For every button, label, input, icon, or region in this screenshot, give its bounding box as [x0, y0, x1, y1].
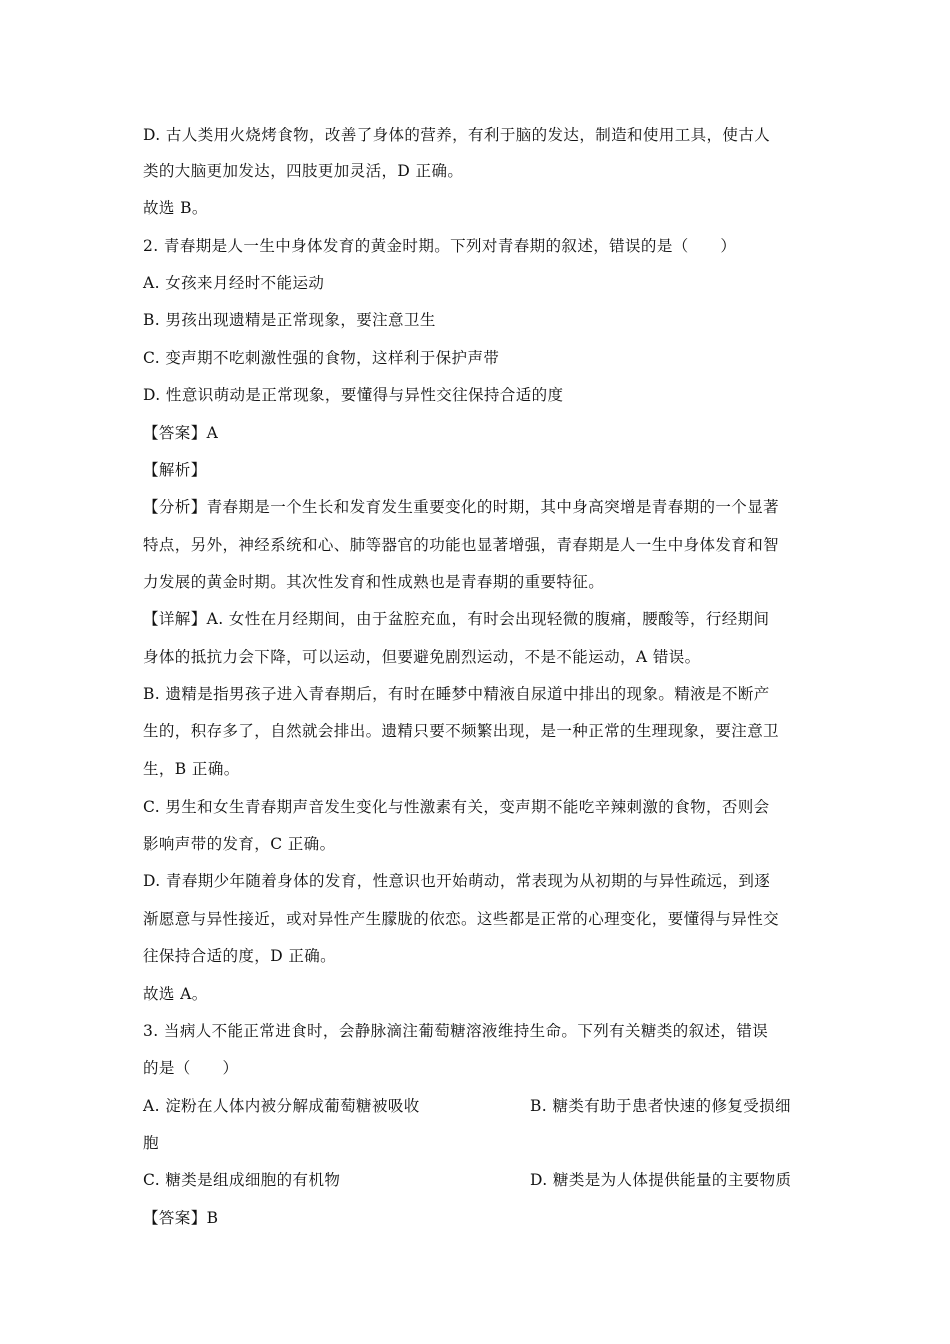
option-d: D. 性意识萌动是正常现象，要懂得与异性交往保持合适的度: [143, 386, 564, 404]
text-line: 渐愿意与异性接近，或对异性产生朦胧的依恋。这些都是正常的心理变化，要懂得与异性交: [143, 910, 780, 928]
text-line: D. 古人类用火烧烤食物，改善了身体的营养，有利于脑的发达，制造和使用工具，使古人: [143, 126, 771, 144]
text-line: 【分析】青春期是一个生长和发育发生重要变化的时期，其中身高突增是青春期的一个显著: [143, 498, 780, 516]
text-line: 力发展的黄金时期。其次性发育和性成熟也是青春期的重要特征。: [143, 573, 605, 591]
text-line: 影响声带的发育，C 正确。: [143, 835, 336, 853]
q3-option-b: B. 糖类有助于患者快速的修复受损细: [530, 1097, 791, 1115]
question-3-stem: 3. 当病人不能正常进食时，会静脉滴注葡萄糖溶液维持生命。下列有关糖类的叙述，错误: [143, 1022, 769, 1040]
q3-option-c: C. 糖类是组成细胞的有机物: [143, 1171, 341, 1189]
text-line: 故选 A。: [143, 985, 208, 1003]
text-line: 类的大脑更加发达，四肢更加灵活，D 正确。: [143, 162, 464, 180]
text-line: C. 男生和女生青春期声音发生变化与性激素有关，变声期不能吃辛辣刺激的食物，否则会: [143, 798, 770, 816]
text-line: 身体的抵抗力会下降，可以运动，但要避免剧烈运动，不是不能运动，A 错误。: [143, 648, 701, 666]
option-a: A. 女孩来月经时不能运动: [143, 274, 325, 292]
text-line: 生的，积存多了，自然就会排出。遗精只要不频繁出现，是一种正常的生理现象，要注意卫: [143, 722, 780, 740]
text-line: 特点，另外，神经系统和心、肺等器官的功能也显著增强，青春期是人一生中身体发育和智: [143, 536, 780, 554]
answer-label: 【答案】A: [143, 424, 219, 442]
question-3-stem-cont: 的是（ ）: [143, 1059, 239, 1077]
q3-option-d: D. 糖类是为人体提供能量的主要物质: [530, 1171, 792, 1189]
text-line: 往保持合适的度，D 正确。: [143, 947, 337, 965]
text-line: 【详解】A. 女性在月经期间，由于盆腔充血，有时会出现轻微的腹痛，腰酸等，行经期间: [143, 610, 770, 628]
q3-option-a: A. 淀粉在人体内被分解成葡萄糖被吸收: [143, 1097, 420, 1115]
q3-answer-label: 【答案】B: [143, 1209, 219, 1227]
analysis-label: 【解析】: [143, 461, 207, 479]
option-b: B. 男孩出现遗精是正常现象，要注意卫生: [143, 311, 436, 329]
text-line: B. 遗精是指男孩子进入青春期后，有时在睡梦中精液自尿道中排出的现象。精液是不断产: [143, 685, 770, 703]
text-line: 故选 B。: [143, 199, 208, 217]
text-line: D. 青春期少年随着身体的发育，性意识也开始萌动，常表现为从初期的与异性疏远，到逐: [143, 872, 771, 890]
q3-option-b-cont: 胞: [143, 1134, 159, 1152]
text-line: 生，B 正确。: [143, 760, 240, 778]
option-c: C. 变声期不吃刺激性强的食物，这样利于保护声带: [143, 349, 500, 367]
question-2-stem: 2. 青春期是人一生中身体发育的黄金时期。下列对青春期的叙述，错误的是（ ）: [143, 237, 737, 255]
